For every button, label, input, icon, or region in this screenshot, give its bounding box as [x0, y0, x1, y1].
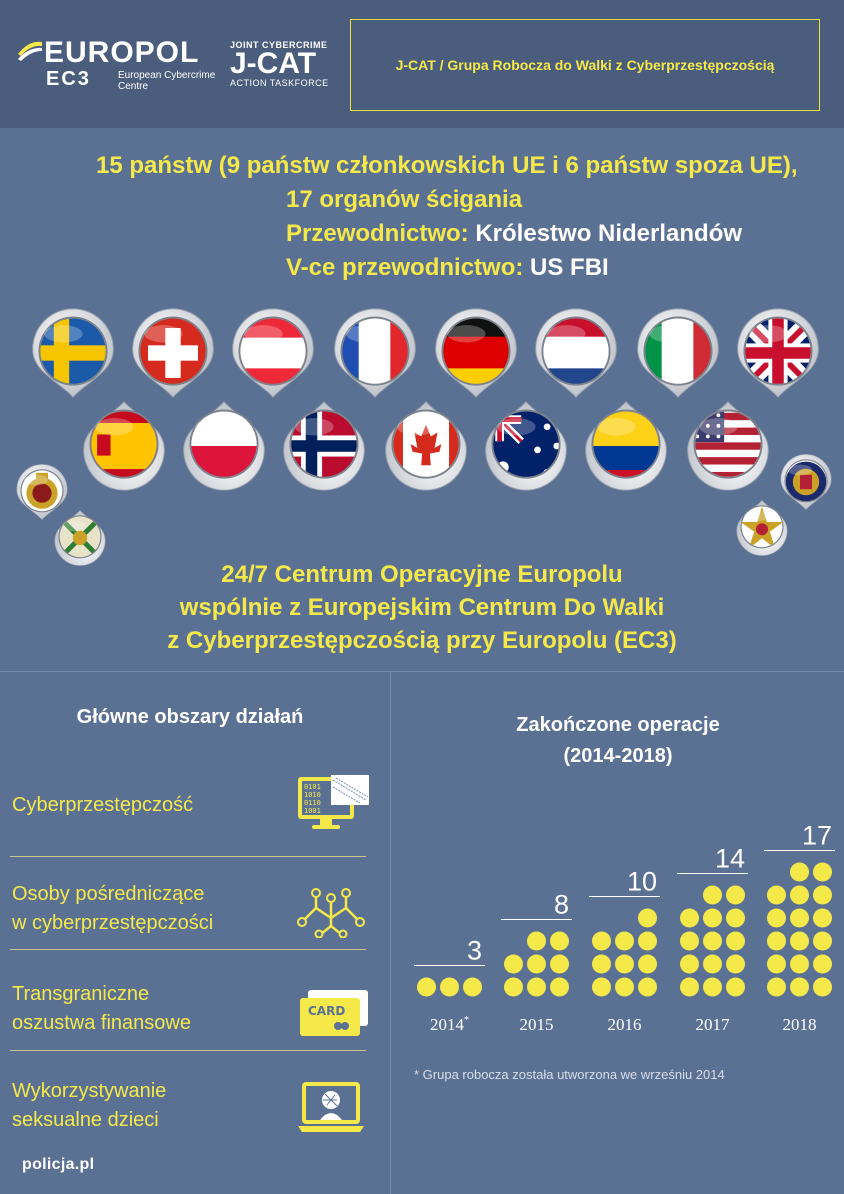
bar-2018: [764, 821, 835, 1035]
operation-dot: [726, 886, 745, 905]
france-flag-pin: [327, 305, 423, 401]
bar-2017: [677, 844, 748, 1035]
sweden-flag-icon: [25, 305, 121, 401]
area-separator: [10, 856, 366, 857]
operation-dot: [592, 955, 611, 974]
stats-chair-value: Królestwo Niderlandów: [468, 220, 743, 247]
tick-label: 2014*: [430, 1015, 469, 1034]
stats-countries: 15 państw (9 państw członkowskich UE i 6 państw spoza UE),: [96, 152, 798, 179]
svg-text:1010: 1010: [304, 791, 321, 799]
uk-flag-icon: [730, 305, 826, 401]
operation-dot: [813, 932, 832, 951]
stats-chair-label: Przewodnictwo:: [286, 220, 469, 247]
spain-flag-icon: [76, 398, 172, 494]
operation-dot: [638, 909, 657, 928]
header: [0, 0, 844, 128]
operation-dot: [813, 909, 832, 928]
operation-dot: [813, 863, 832, 882]
usa-flag-icon: [680, 398, 776, 494]
netherlands-flag-pin: [528, 305, 624, 401]
operation-dot: [615, 955, 634, 974]
section-divider: [0, 671, 844, 672]
area-label: Wykorzystywanie: [12, 1080, 167, 1102]
operation-dot: [703, 978, 722, 997]
bar-2016: [589, 867, 660, 1035]
operation-dot: [527, 955, 546, 974]
credit-card-icon: [298, 988, 372, 1038]
jcat-logo: [230, 40, 329, 88]
operation-dot: [615, 932, 634, 951]
centre-line-1: 24/7 Centrum Operacyjne Europolu: [221, 561, 623, 588]
data-label: 3: [466, 935, 482, 966]
data-label: 10: [626, 866, 657, 897]
operation-dot: [592, 978, 611, 997]
centre-line-2: wspólnie z Europejskim Centrum Do Walki: [179, 594, 665, 621]
header-title: J-CAT / Grupa Robocza do Walki z Cyberprzestępczością: [395, 57, 775, 73]
colombia-flag-pin: [578, 398, 674, 494]
jcat-bottom: ACTION TASKFORCE: [230, 78, 329, 88]
operations-title: [392, 710, 844, 772]
area-label-2: w cyberprzestępczości: [12, 912, 214, 934]
france-flag-icon: [327, 305, 423, 401]
svg-text:0101: 0101: [304, 783, 321, 791]
europol-word: EUROPOL: [44, 36, 200, 69]
tick-label: 2018: [782, 1015, 817, 1034]
centre-text: [0, 558, 844, 657]
switzerland-flag-icon: [125, 305, 221, 401]
operations-dot-chart: [392, 800, 844, 1040]
svg-text:CARD: CARD: [308, 1004, 346, 1018]
operation-dot: [638, 978, 657, 997]
operation-dot: [726, 932, 745, 951]
poland-flag-pin: [176, 398, 272, 494]
australia-flag-pin: [478, 398, 574, 494]
operation-dot: [703, 932, 722, 951]
operation-dot: [726, 978, 745, 997]
operation-dot: [767, 955, 786, 974]
operation-dot: [767, 978, 786, 997]
operation-dot: [550, 955, 569, 974]
operation-dot: [638, 955, 657, 974]
operation-dot: [527, 932, 546, 951]
stats-agencies: 17 organów ścigania: [286, 186, 523, 213]
stats-chair: [286, 216, 742, 251]
operation-dot: [504, 955, 523, 974]
operation-dot: [504, 978, 523, 997]
stats-vicechair-value: US FBI: [523, 254, 609, 281]
operation-dot: [680, 932, 699, 951]
operation-dot: [813, 978, 832, 997]
centre-line-3: z Cyberprzestępczością przy Europolu (EC3): [167, 627, 677, 654]
operation-dot: [680, 955, 699, 974]
svg-text:1001: 1001: [304, 807, 321, 815]
canada-flag-icon: [378, 398, 474, 494]
operation-dot: [703, 909, 722, 928]
operation-dot: [703, 886, 722, 905]
stats-vicechair: [286, 250, 609, 285]
germany-flag-icon: [428, 305, 524, 401]
operation-dot: [417, 978, 436, 997]
column-divider: [390, 672, 391, 1194]
bar-2015: [501, 890, 572, 1035]
germany-flag-pin: [428, 305, 524, 401]
operation-dot: [550, 932, 569, 951]
data-label: 8: [553, 889, 569, 920]
uk-flag-pin: [730, 305, 826, 401]
austria-flag-icon: [225, 305, 321, 401]
area-label: Osoby pośredniczące: [12, 883, 205, 905]
stats-vicechair-label: V-ce przewodnictwo:: [286, 254, 524, 281]
area-separator: [10, 1050, 366, 1051]
operation-dot: [790, 932, 809, 951]
australia-flag-icon: [478, 398, 574, 494]
europol-ec3-logo: [16, 36, 216, 92]
spain-flag-pin: [76, 398, 172, 494]
operation-dot: [440, 978, 459, 997]
operation-dot: [592, 932, 611, 951]
tick-label: 2016: [607, 1015, 642, 1034]
ec3-subtitle: European Cybercrime Centre: [118, 70, 216, 92]
operation-dot: [813, 886, 832, 905]
operation-dot: [615, 978, 634, 997]
operation-dot: [550, 978, 569, 997]
operation-dot: [813, 955, 832, 974]
area-label: Transgraniczne: [12, 983, 150, 1005]
italy-flag-pin: [630, 305, 726, 401]
ec3-word: EC3: [46, 68, 91, 90]
poland-flag-icon: [176, 398, 272, 494]
operation-dot: [790, 886, 809, 905]
svg-text:0110: 0110: [304, 799, 321, 807]
agency-badge-4-icon: [732, 498, 792, 558]
europol-swoosh-icon: [16, 36, 42, 62]
operation-dot: [790, 863, 809, 882]
sweden-flag-pin: [25, 305, 121, 401]
colombia-flag-icon: [578, 398, 674, 494]
operation-dot: [790, 909, 809, 928]
norway-flag-icon: [276, 398, 372, 494]
italy-flag-icon: [630, 305, 726, 401]
operation-dot: [680, 978, 699, 997]
operation-dot: [726, 955, 745, 974]
switzerland-flag-pin: [125, 305, 221, 401]
tick-label: 2015: [519, 1015, 554, 1034]
computer-binary-icon: [296, 775, 370, 831]
operation-dot: [790, 955, 809, 974]
operation-dot: [680, 909, 699, 928]
usa-flag-pin: [680, 398, 776, 494]
operation-dot: [527, 978, 546, 997]
header-title-box: [350, 19, 820, 111]
areas-title: Główne obszary działań: [76, 706, 304, 728]
laptop-child-icon: [296, 1080, 366, 1134]
area-label: Cyberprzestępczość: [12, 794, 194, 816]
network-nodes-icon: [296, 888, 366, 938]
tick-label: 2017: [695, 1015, 730, 1034]
operations-title-1: Zakończone operacje: [516, 714, 720, 736]
operations-title-2: (2014-2018): [563, 745, 673, 767]
operation-dot: [638, 932, 657, 951]
operation-dot: [767, 886, 786, 905]
area-label-2: seksualne dzieci: [12, 1109, 159, 1131]
norway-flag-pin: [276, 398, 372, 494]
operation-dot: [463, 978, 482, 997]
jcat-top: JOINT CYBERCRIME: [230, 40, 328, 50]
policja-logo: policja.pl: [22, 1156, 95, 1173]
bar-2014: [414, 936, 485, 1035]
data-label: 14: [714, 843, 745, 874]
operation-dot: [767, 909, 786, 928]
area-separator: [10, 949, 366, 950]
austria-flag-pin: [225, 305, 321, 401]
data-label: 17: [801, 820, 832, 851]
operation-dot: [790, 978, 809, 997]
netherlands-flag-icon: [528, 305, 624, 401]
jcat-word: J-CAT: [230, 47, 317, 80]
operation-dot: [703, 955, 722, 974]
operations-footnote: * Grupa robocza została utworzona we wrześniu 2014: [414, 1067, 725, 1082]
agency-badge-4-pin: [732, 498, 792, 558]
operation-dot: [767, 932, 786, 951]
canada-flag-pin: [378, 398, 474, 494]
operation-dot: [726, 909, 745, 928]
area-label-2: oszustwa finansowe: [12, 1012, 191, 1034]
